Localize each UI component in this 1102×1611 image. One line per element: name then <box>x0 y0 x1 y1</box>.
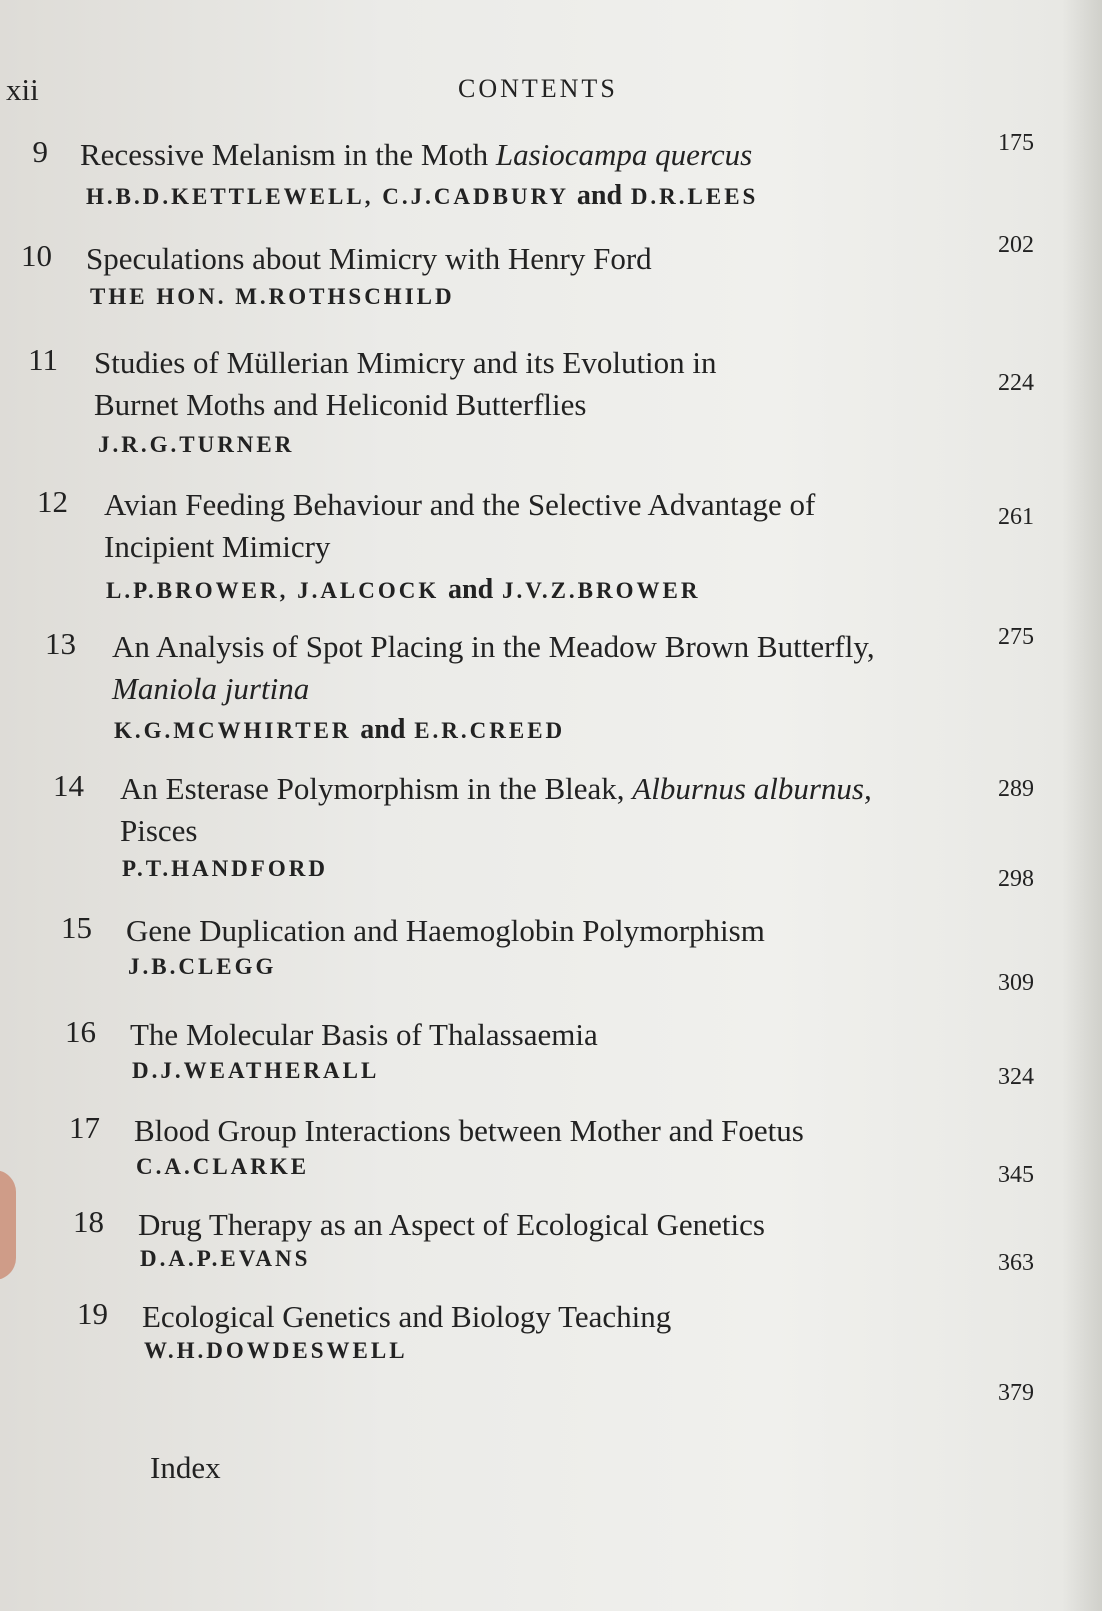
chapter-number: 18 <box>73 1204 104 1239</box>
chapter-title: Recessive Melanism in the Moth Lasiocampa quercus <box>80 137 753 172</box>
toc-entry <box>0 620 1060 762</box>
table-of-contents <box>0 128 1060 1394</box>
page-number: 202 <box>998 232 1034 258</box>
toc-entry <box>0 970 1060 1104</box>
page-number: 261 <box>998 504 1034 530</box>
chapter-number: 11 <box>28 342 58 377</box>
chapter-title: Blood Group Interactions between Mother and Foetus <box>134 1113 804 1148</box>
chapter-title: Speculations about Mimicry with Henry Ford <box>86 241 652 276</box>
chapter-number: 19 <box>77 1296 108 1331</box>
chapter-authors: J.R.G.TURNER <box>98 432 295 457</box>
chapter-number: 15 <box>61 910 92 945</box>
chapter-number: 13 <box>45 626 76 661</box>
page-number: 324 <box>998 1064 1034 1090</box>
chapter-title: Studies of Müllerian Mimicry and its Evolution in Burnet Moths and Heliconid Butterflies <box>94 345 717 422</box>
chapter-title: Drug Therapy as an Aspect of Ecological Genetics <box>138 1207 765 1242</box>
chapter-title: The Molecular Basis of Thalassaemia <box>130 1017 598 1052</box>
chapter-authors: P.T.HANDFORD <box>122 856 328 881</box>
chapter-authors: L.P.BROWER, J.ALCOCK and J.V.Z.BROWER <box>106 574 701 605</box>
contents-heading: CONTENTS <box>458 74 618 103</box>
page-number: 224 <box>998 370 1034 396</box>
page-edge-shadow <box>1062 0 1102 1611</box>
chapter-authors: H.B.D.KETTLEWELL, C.J.CADBURY and D.R.LEES <box>86 180 759 211</box>
chapter-title: An Analysis of Spot Placing in the Meadow Brown Butterfly, Maniola jurtina <box>112 629 875 706</box>
chapter-number: 10 <box>21 238 52 273</box>
page-number: 289 <box>998 776 1034 802</box>
chapter-authors: J.B.CLEGG <box>128 954 277 979</box>
chapter-authors: D.A.P.EVANS <box>140 1246 311 1271</box>
chapter-authors: D.J.WEATHERALL <box>132 1058 380 1083</box>
running-head <box>0 68 1102 108</box>
toc-entry <box>0 762 1060 904</box>
chapter-title: Gene Duplication and Haemoglobin Polymorphism <box>126 913 765 948</box>
page-number: 309 <box>998 970 1034 996</box>
chapter-authors: W.H.DOWDESWELL <box>144 1338 408 1363</box>
chapter-number: 14 <box>53 768 84 803</box>
page-number: 363 <box>998 1250 1034 1276</box>
chapter-number: 9 <box>32 134 48 169</box>
page-number: 275 <box>998 624 1034 650</box>
chapter-number: 16 <box>65 1014 96 1049</box>
chapter-number: 17 <box>69 1110 100 1145</box>
page-folio: xii <box>6 72 39 107</box>
toc-entry <box>0 336 1060 478</box>
index-label: Index <box>150 1450 221 1485</box>
chapter-title: Avian Feeding Behaviour and the Selective Advantage of Incipient Mimicry <box>104 487 816 564</box>
chapter-authors: C.A.CLARKE <box>136 1154 310 1179</box>
chapter-number: 12 <box>37 484 68 519</box>
chapter-authors: K.G.MCWHIRTER and E.R.CREED <box>114 714 566 745</box>
toc-entry <box>0 232 1060 336</box>
page-number: 298 <box>998 866 1034 892</box>
page-number: 345 <box>998 1162 1034 1188</box>
toc-entry <box>0 478 1060 620</box>
index-page-number: 379 <box>998 1380 1034 1406</box>
chapter-title: Ecological Genetics and Biology Teaching <box>142 1299 672 1334</box>
page-number: 175 <box>998 130 1034 156</box>
chapter-title: An Esterase Polymorphism in the Bleak, Alburnus alburnus, Pisces <box>120 771 872 848</box>
toc-entry <box>0 128 1060 232</box>
chapter-authors: THE HON. M.ROTHSCHILD <box>90 284 455 309</box>
